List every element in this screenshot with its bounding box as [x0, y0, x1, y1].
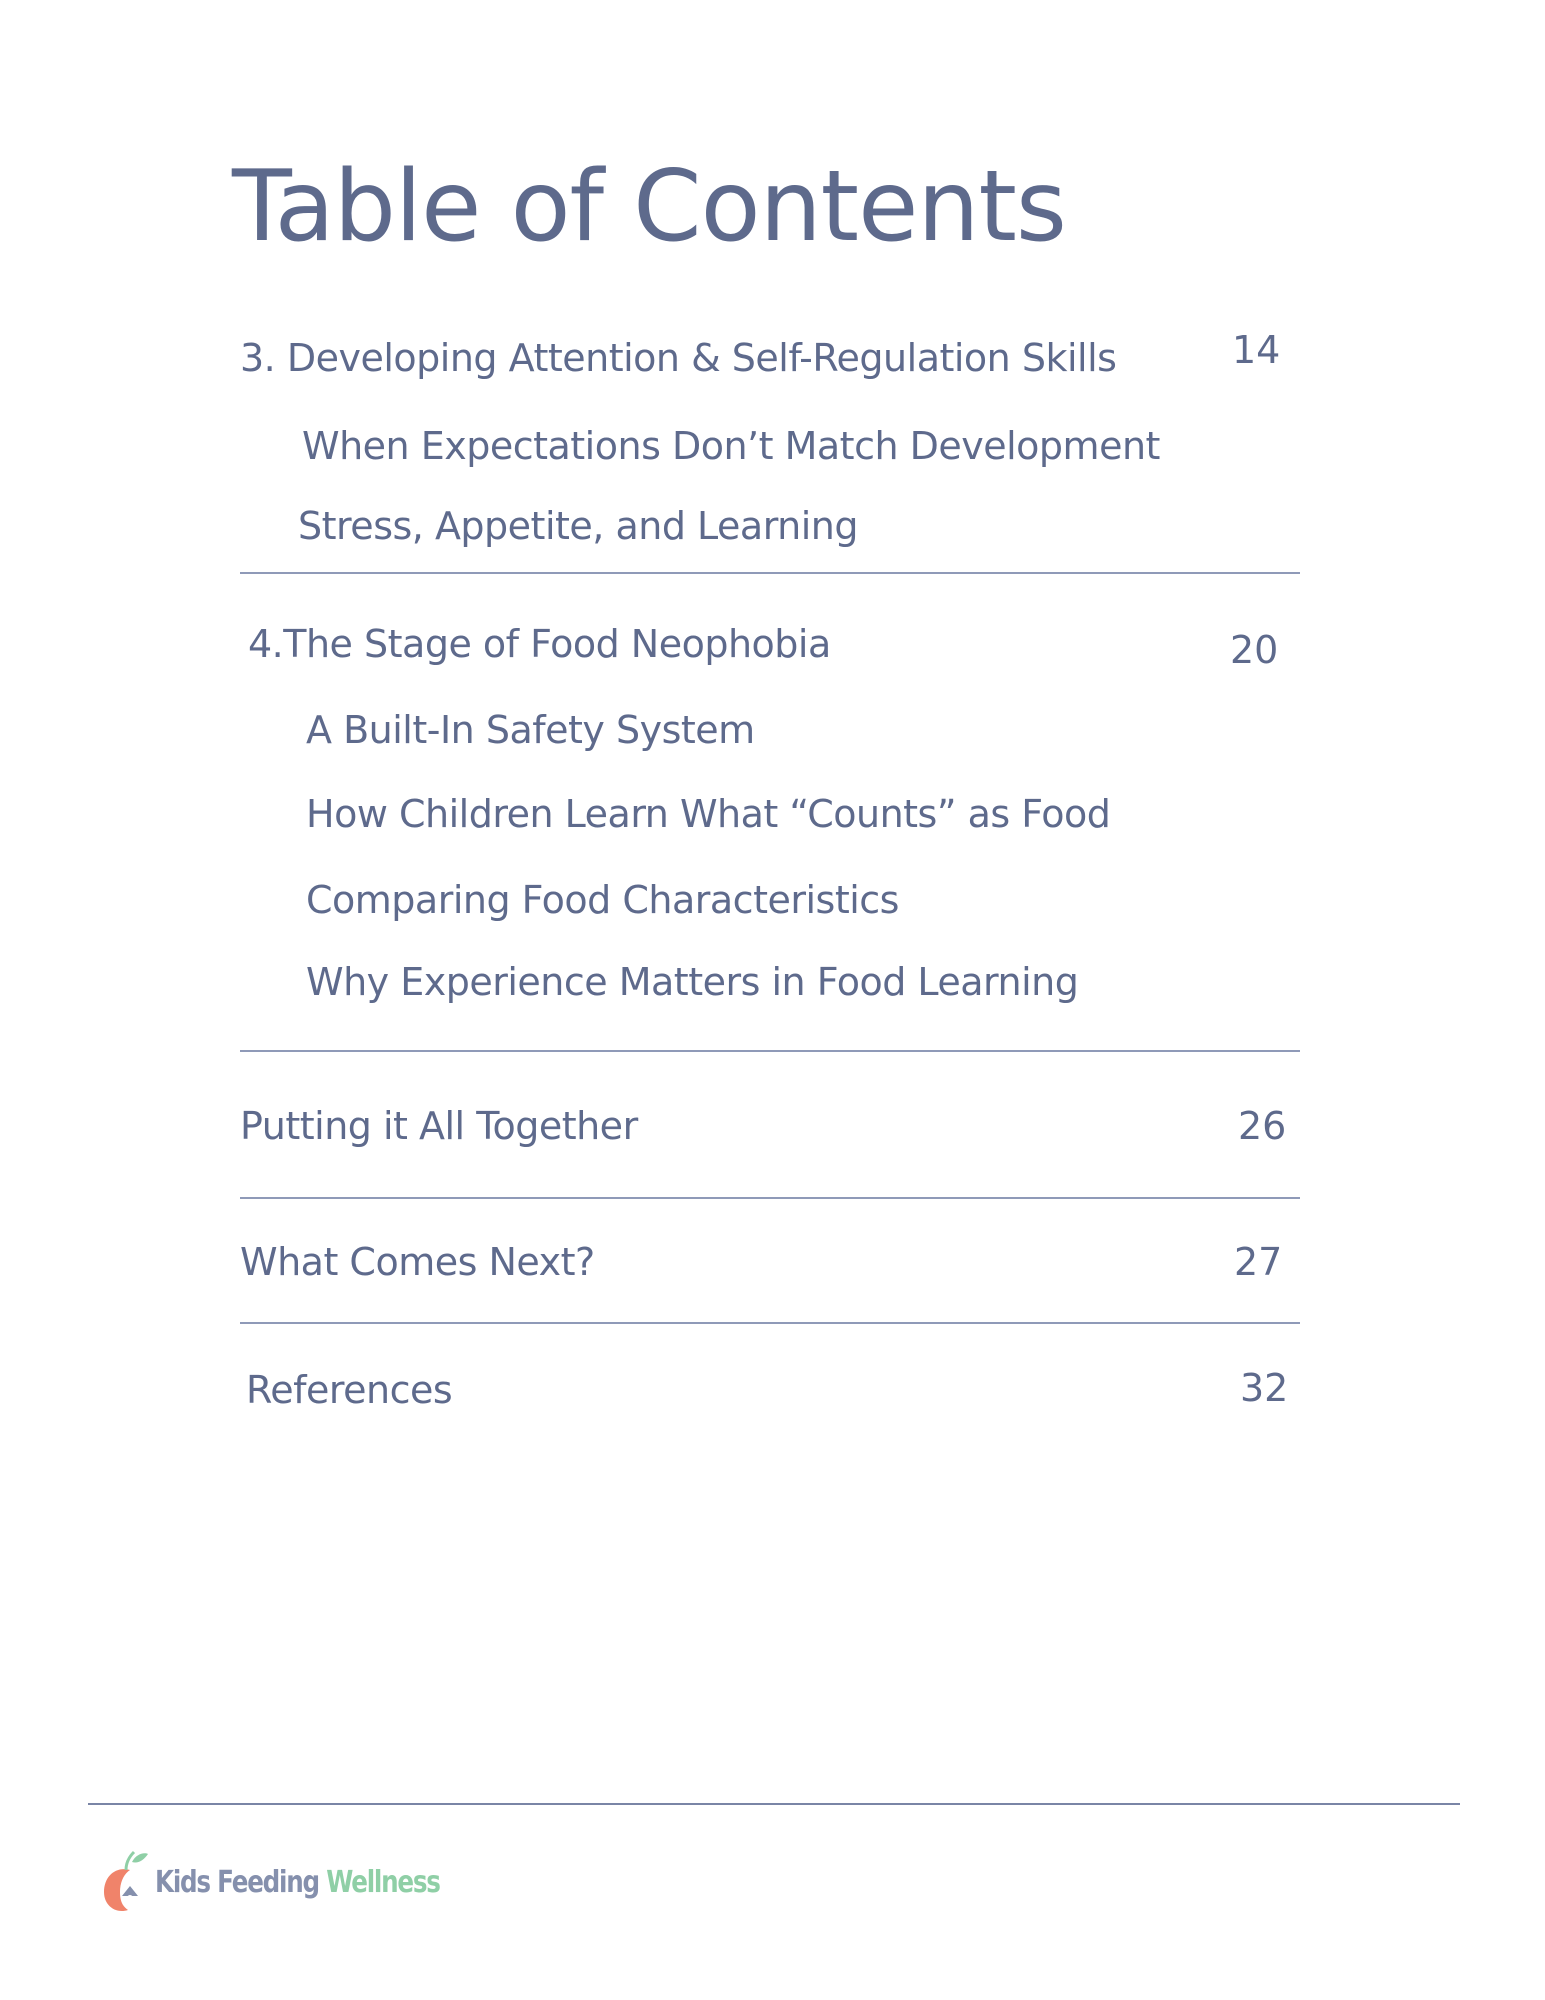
toc-page-number: 20: [1230, 628, 1279, 672]
toc-subentry[interactable]: When Expectations Don’t Match Development: [302, 424, 1160, 468]
toc-entry-section-4[interactable]: 4.The Stage of Food Neophobia: [248, 622, 831, 666]
apple-logo-icon: [100, 1848, 160, 1918]
toc-page-number: 27: [1234, 1240, 1283, 1284]
brand-name-part1: Kids Feeding: [155, 1865, 327, 1900]
toc-page-number: 14: [1232, 328, 1281, 372]
toc-entry-putting-it-all-together[interactable]: Putting it All Together: [240, 1104, 638, 1148]
section-divider: [240, 1197, 1300, 1199]
toc-subentry[interactable]: A Built-In Safety System: [306, 708, 755, 752]
brand-wordmark: [155, 1865, 440, 1900]
toc-subentry[interactable]: Comparing Food Characteristics: [306, 878, 899, 922]
page-title: Table of Contents: [232, 150, 1066, 264]
toc-subentry[interactable]: Why Experience Matters in Food Learning: [306, 960, 1079, 1004]
toc-page-number: 26: [1238, 1104, 1287, 1148]
toc-subentry[interactable]: Stress, Appetite, and Learning: [298, 504, 858, 548]
toc-subentry[interactable]: How Children Learn What “Counts” as Food: [306, 792, 1111, 836]
brand-name-part2: Wellness: [326, 1865, 440, 1900]
toc-page-number: 32: [1240, 1366, 1289, 1410]
section-divider: [240, 1050, 1300, 1052]
section-divider: [240, 1322, 1300, 1324]
toc-entry-references[interactable]: References: [246, 1368, 453, 1412]
toc-entry-section-3[interactable]: 3. Developing Attention & Self-Regulation Skills: [240, 336, 1117, 380]
toc-entry-what-comes-next[interactable]: What Comes Next?: [240, 1240, 595, 1284]
footer-divider: [88, 1803, 1460, 1805]
section-divider: [240, 572, 1300, 574]
